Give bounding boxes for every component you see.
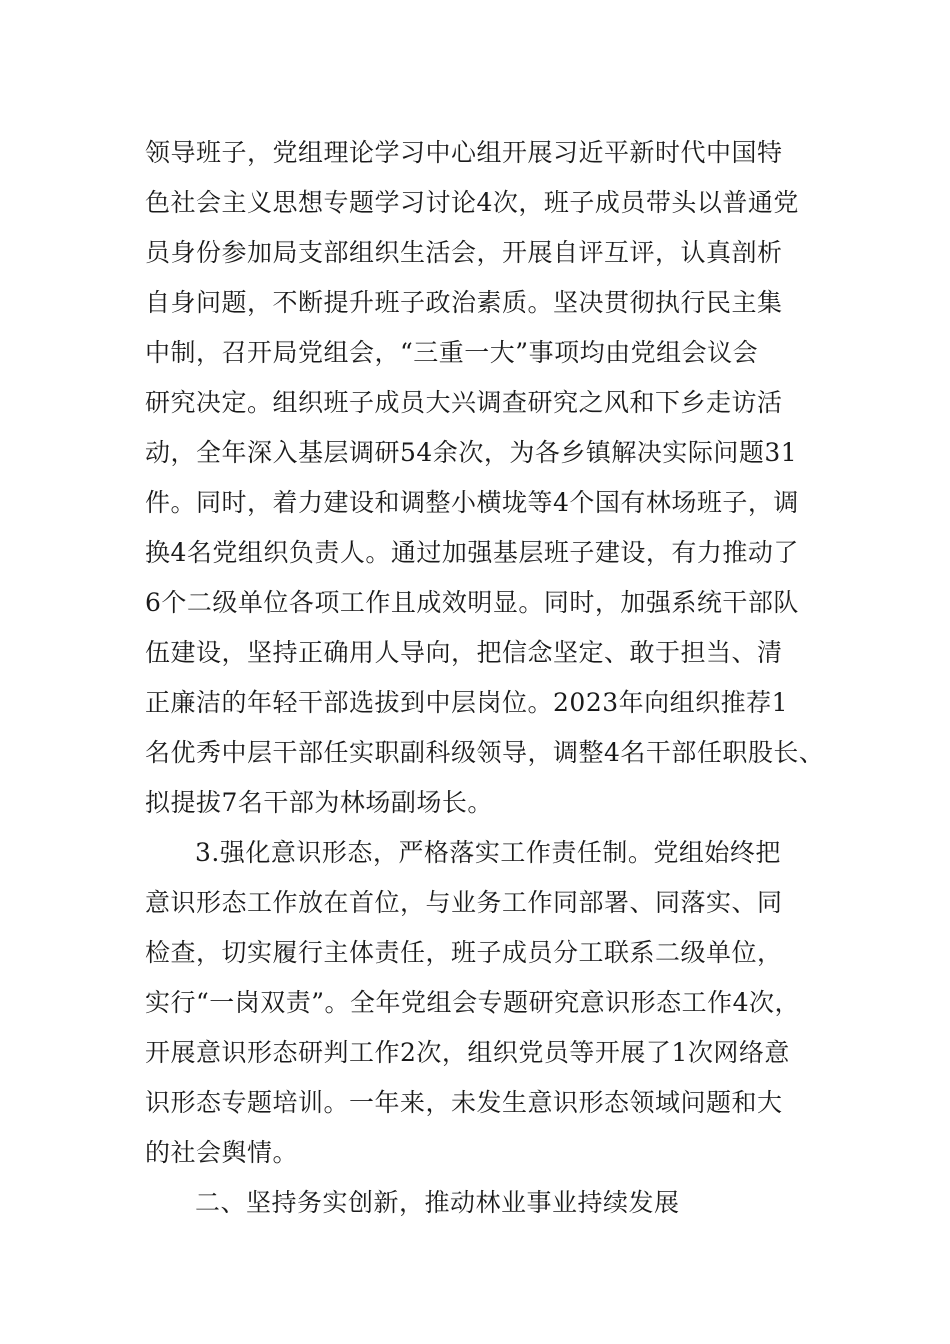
- text-line: 色社会主义思想专题学习讨论4次，班子成员带头以普通党: [145, 188, 799, 217]
- text-line: 的社会舆情。: [145, 1138, 299, 1167]
- section-heading-2: 二、坚持务实创新，推动林业事业持续发展: [195, 1188, 680, 1217]
- text-line: 中制，召开局党组会，“三重一大”事项均由党组会议会: [145, 338, 759, 367]
- text-line: 伍建设，坚持正确用人导向，把信念坚定、敢于担当、清: [145, 638, 783, 667]
- text-line: 名优秀中层干部任实职副科级领导，调整4名干部任职股长、: [145, 738, 825, 767]
- text-line: 领导班子，党组理论学习中心组开展习近平新时代中国特: [145, 138, 783, 167]
- section-heading-3: 3.强化意识形态，严格落实工作责任制。党组始终把: [195, 838, 781, 867]
- text-line: 正廉洁的年轻干部选拔到中层岗位。2023年向组织推荐1: [145, 688, 789, 717]
- text-line: 员身份参加局支部组织生活会，开展自评互评，认真剖析: [145, 238, 783, 267]
- text-line: 换4名党组织负责人。通过加强基层班子建设，有力推动了: [145, 538, 799, 567]
- text-line: 实行“一岗双责”。全年党组会专题研究意识形态工作4次，: [145, 988, 800, 1017]
- text-line: 研究决定。组织班子成员大兴调查研究之风和下乡走访活: [145, 388, 783, 417]
- text-line: 拟提拔7名干部为林场副场长。: [145, 788, 493, 817]
- text-line: 件。同时，着力建设和调整小横垅等4个国有林场班子，调: [145, 488, 799, 517]
- text-line: 6个二级单位各项工作且成效明显。同时，加强系统干部队: [145, 588, 799, 617]
- text-line: 动，全年深入基层调研54余次，为各乡镇解决实际问题31: [145, 438, 798, 467]
- text-line: 自身问题，不断提升班子政治素质。坚决贯彻执行民主集: [145, 288, 783, 317]
- text-line: 意识形态工作放在首位，与业务工作同部署、同落实、同: [145, 888, 783, 917]
- text-line: 开展意识形态研判工作2次，组织党员等开展了1次网络意: [145, 1038, 790, 1067]
- text-line: 检查，切实履行主体责任，班子成员分工联系二级单位，: [145, 938, 783, 967]
- text-line: 识形态专题培训。一年来，未发生意识形态领域问题和大: [145, 1088, 783, 1117]
